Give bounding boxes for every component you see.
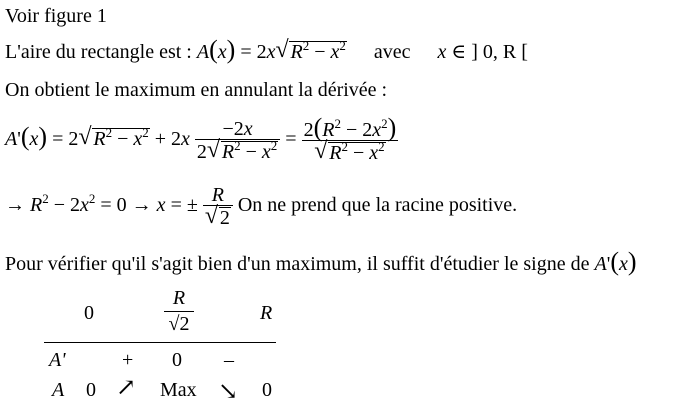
table-sign-label: A' (49, 349, 66, 371)
math-A: A (196, 41, 210, 63)
frac-result: $2(R^2 - 2x^2)$ √ $R^2 - x^2$ (303, 113, 397, 164)
table-sign-plus: + (122, 349, 134, 371)
table-header-R: R (260, 302, 273, 324)
table-header-0: 0 (84, 302, 94, 324)
derivative-text: On obtient le maximum en annulant la dérivée : (5, 79, 388, 101)
area-line: L'aire du rectangle est : A(x) = 2x √ $R^2 - x^2$ avec x ∈ ] 0, R [ (5, 35, 528, 64)
frac-minus2x: −2x 2 √ $R^2 - x^2$ (195, 119, 280, 162)
heading (5, 6, 107, 26)
table-header-root (164, 288, 194, 334)
table-var-end: 0 (262, 379, 272, 401)
derivative-intro (5, 80, 387, 100)
table-header-sqrt2: √2 (164, 311, 194, 334)
root-line: → $R^2 - 2x^2 = 0 \to x$ = ± R √ 2 On ne prend que la racine positive. (5, 184, 518, 229)
root-text: On ne prend que la racine positive. (237, 194, 518, 217)
interval: ] 0, R [ (471, 41, 528, 63)
table-divider (44, 342, 276, 343)
table-var-label: A (52, 379, 65, 401)
table-sign-zero: 0 (172, 349, 182, 371)
table-sign-minus: – (224, 349, 234, 371)
table-header-R-num: R (172, 287, 186, 309)
area-avec: avec (373, 41, 411, 63)
arrow-down-icon: ↘ (218, 379, 239, 405)
verify-text: Pour vérifier qu'il s'agit bien d'un maximum, il suffit d'étudier le signe de (5, 253, 590, 275)
arrow-up-icon: ↗ (116, 375, 137, 401)
verify-line: Pour vérifier qu'il s'agit bien d'un maximum, il suffit d'étudier le signe de A'(x) (5, 247, 637, 276)
in-symbol: ∈ (451, 41, 467, 63)
sqrt-R2-x2: √ $R^2 - x^2$ (275, 37, 346, 63)
area-text: L'aire du rectangle est : (5, 41, 197, 63)
table-var-max: Max (160, 379, 197, 401)
table-var-start: 0 (86, 379, 96, 401)
heading-text: Voir figure 1 (5, 5, 107, 27)
frac-R-sqrt2: R √ 2 (203, 185, 233, 228)
derivative-formula: A'(x) = 2 √ $R^2 - x^2 + 2x$ −2x 2 √ $R^2 - x^2$ = $2(R^2 - 2x^2)$ √ $R^2 - x^2$ (5, 113, 397, 164)
